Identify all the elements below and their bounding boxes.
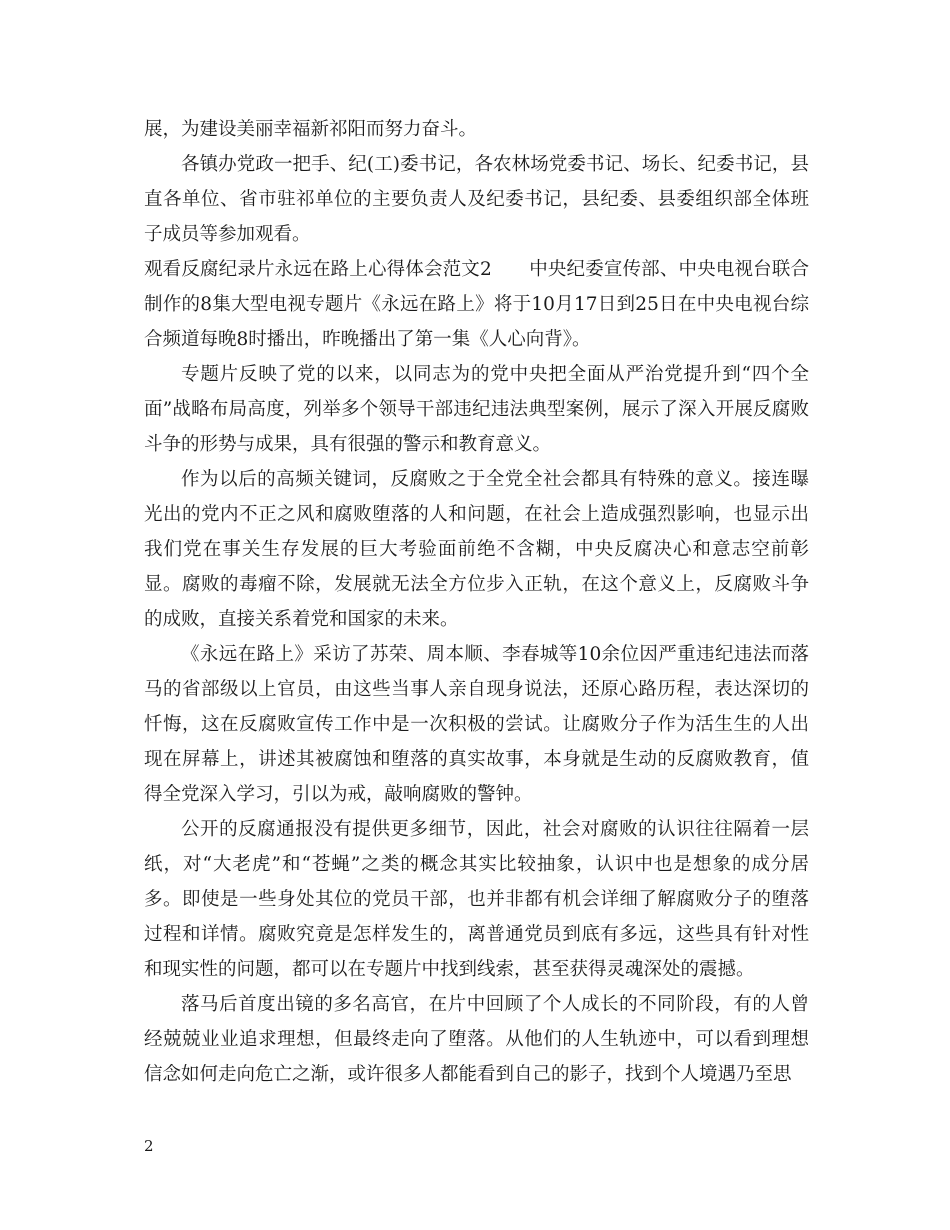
paragraph: 落马后首度出镜的多名高官，在片中回顾了个人成长的不同阶段，有的人曾经兢兢业业追求理想，但最终走向了堕落。从他们的人生轨迹中，可以看到理想信念如何走向危亡之渐，或许很多人都能看到自己的影子，找到个人境遇乃至思 [144, 994, 809, 1085]
paragraph: 专题片反映了党的以来，以同志为的党中央把全面从严治党提升到“四个全面”战略布局高度，列举多个领导干部违纪违法典型案例，展示了深入开展反腐败斗争的形势与成果，具有很强的警示和教育意义。 [144, 364, 809, 455]
page-number: 2 [144, 1137, 154, 1155]
paragraph-heading: 观看反腐纪录片永远在路上心得体会范文2 中央纪委宣传部、中央电视台联合制作的8集大型电视专题片《永远在路上》将于10月17日到25日在中央电视台综合频道每晚8时播出，昨晚播出了第一集《人心向背》。 [144, 259, 809, 350]
document-body [144, 112, 809, 1092]
paragraph: 作为以后的高频关键词，反腐败之于全党全社会都具有特殊的意义。接连曝光出的党内不正之风和腐败堕落的人和问题，在社会上造成强烈影响，也显示出我们党在事关生存发展的巨大考验面前绝不含糊，中央反腐决心和意志空前彰显。腐败的毒瘤不除，发展就无法全方位步入正轨，在这个意义上，反腐败斗争的成败，直接关系着党和国家的未来。 [144, 469, 809, 630]
paragraph: 《永远在路上》采访了苏荣、周本顺、李春城等10余位因严重违纪违法而落马的省部级以上官员，由这些当事人亲自现身说法，还原心路历程，表达深切的忏悔，这在反腐败宣传工作中是一次积极的尝试。让腐败分子作为活生生的人出现在屏幕上，讲述其被腐蚀和堕落的真实故事，本身就是生动的反腐败教育，值得全党深入学习，引以为戒，敲响腐败的警钟。 [144, 644, 809, 805]
paragraph: 公开的反腐通报没有提供更多细节，因此，社会对腐败的认识往往隔着一层纸，对“大老虎”和“苍蝇”之类的概念其实比较抽象，认识中也是想象的成分居多。即使是一些身处其位的党员干部，也并非都有机会详细了解腐败分子的堕落过程和详情。腐败究竟是怎样发生的，离普通党员到底有多远，这些具有针对性和现实性的问题，都可以在专题片中找到线索，甚至获得灵魂深处的震撼。 [144, 819, 809, 980]
paragraph: 各镇办党政一把手、纪(工)委书记，各农林场党委书记、场长、纪委书记，县直各单位、省市驻祁单位的主要负责人及纪委书记，县纪委、县委组织部全体班子成员等参加观看。 [144, 154, 809, 245]
paragraph: 展，为建设美丽幸福新祁阳而努力奋斗。 [144, 119, 478, 140]
